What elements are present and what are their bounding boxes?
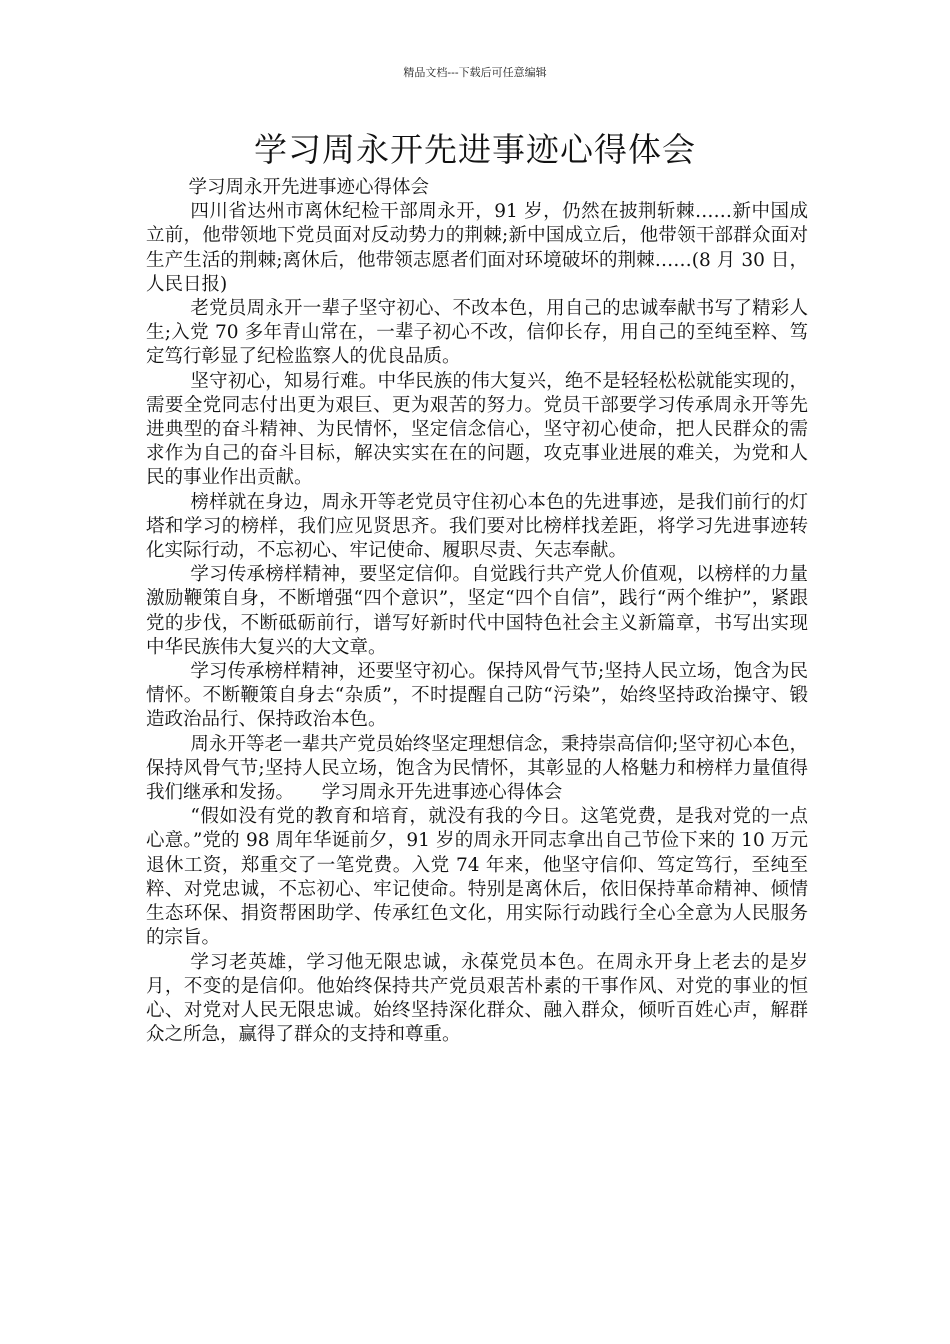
body-paragraph: 老党员周永开一辈子坚守初心、不改本色，用自己的忠诚奉献书写了精彩人生;入党 70 多年青山常在，一辈子初心不改，信仰长存，用自己的至纯至粹、笃定笃行彰显了纪检监察人的优良品质。 — [146, 298, 808, 368]
body-paragraph: 学习老英雄，学习他无限忠诚，永葆党员本色。在周永开身上老去的是岁月，不变的是信仰。他始终保持共产党员艰苦朴素的干事作风、对党的事业的恒心、对党对人民无限忠诚。始终坚持深化群众、融入群众，倾听百姓心声，解群众之所急，赢得了群众的支持和尊重。 — [146, 951, 808, 1046]
body-paragraph: 榜样就在身边，周永开等老党员守住初心本色的先进事迹，是我们前行的灯塔和学习的榜样，我们应见贤思齐。我们要对比榜样找差距，将学习先进事迹转化实际行动，不忘初心、牢记使命、履职尽责、矢志奉献。 — [146, 491, 808, 562]
body-paragraph: 学习传承榜样精神，要坚定信仰。自觉践行共产党人价值观，以榜样的力量激励鞭策自身，不断增强“四个意识”，坚定“四个自信”，践行“两个维护”，紧跟党的步伐，不断砥砺前行，谱写好新时代中国特色社会主义新篇章，书写出实现中华民族伟大复兴的大文章。 — [146, 564, 808, 658]
body-paragraph: 坚守初心，知易行难。中华民族的伟大复兴，绝不是轻轻松松就能实现的，需要全党同志付出更为艰巨、更为艰苦的努力。党员干部要学习传承周永开等先进典型的奋斗精神、为民情怀，坚定信念信心，坚守初心使命，把人民群众的需求作为自己的奋斗目标，解决实实在在的问题，攻克事业进展的难关，为党和人民的事业作出贡献。 — [146, 370, 808, 489]
body-paragraph: 学习传承榜样精神，还要坚守初心。保持风骨气节;坚持人民立场，饱含为民情怀。不断鞭策自身去“杂质”，不时提醒自己防“污染”，始终坚持政治操守、锻造政治品行、保持政治本色。 — [146, 661, 808, 731]
body-paragraph: 四川省达州市离休纪检干部周永开，91 岁，仍然在披荆斩棘……新中国成立前，他带领地下党员面对反动势力的荆棘;新中国成立后，他带领干部群众面对生产生活的荆棘;离休后，他带领志愿者们面对环境破坏的荆棘……(8 月 30 日，人民日报) — [146, 201, 808, 295]
document-body — [146, 176, 808, 1047]
document-subtitle: 学习周永开先进事迹心得体会 — [188, 177, 430, 198]
document-title: 学习周永开先进事迹心得体会 — [254, 130, 696, 169]
page-header-note: 精品文档---下载后可任意编辑 — [403, 66, 547, 79]
body-paragraph: 周永开等老一辈共产党员始终坚定理想信念，秉持崇高信仰;坚守初心本色，保持风骨气节;坚持人民立场，饱含为民情怀，其彰显的人格魅力和榜样力量值得我们继承和发扬。 学习周永开先进事迹心得体会 — [146, 733, 808, 804]
body-paragraph: “假如没有党的教育和培育，就没有我的今日。这笔党费，是我对党的一点心意。”党的 98 周年华诞前夕，91 岁的周永开同志拿出自己节俭下来的 10 万元退休工资，郑重交了一笔党费。入党 74 年来，他坚守信仰、笃定笃行，至纯至粹、对党忠诚，不忘初心、牢记使命。特别是离休后，依旧保持革命精神、倾情生态环保、捐资帮困助学、传承红色文化，用实际行动践行全心全意为人民服务的宗旨。 — [146, 806, 808, 949]
